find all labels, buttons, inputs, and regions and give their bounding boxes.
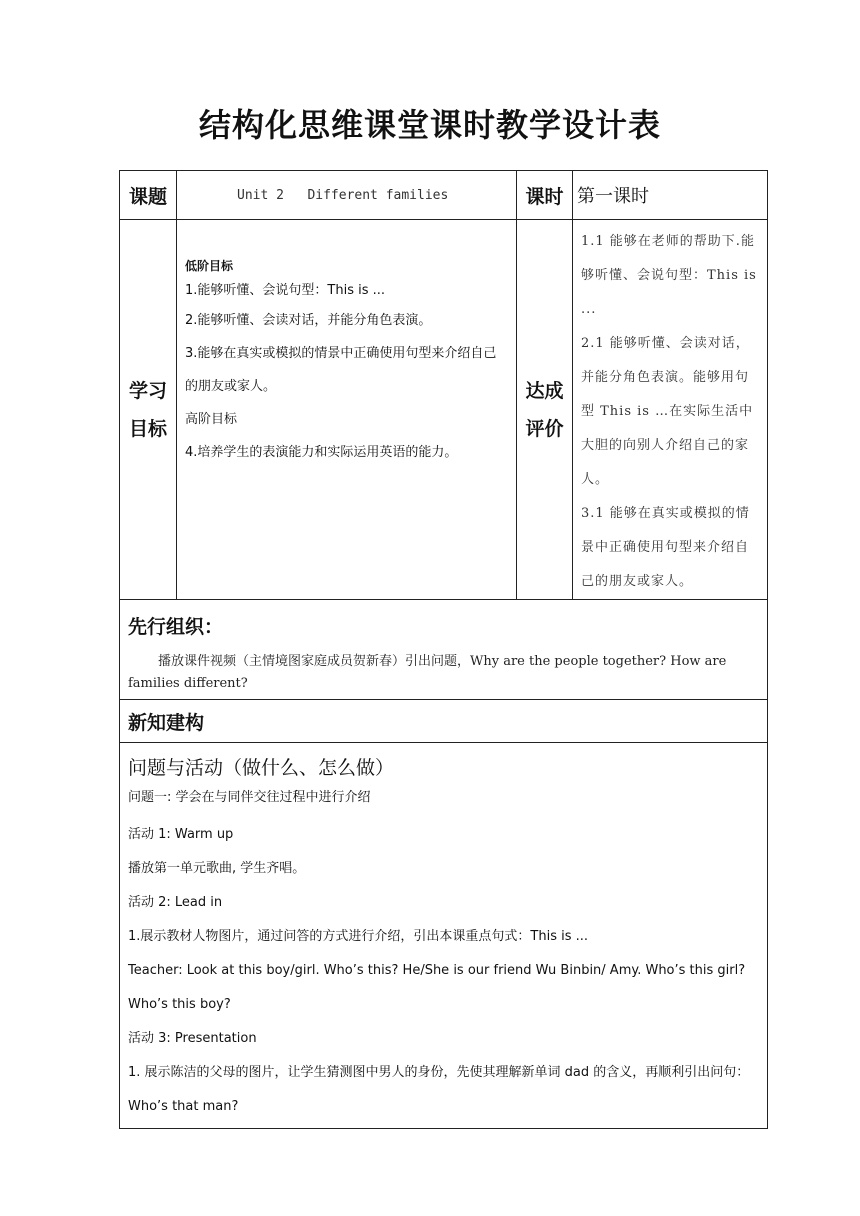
- topic-value: Unit 2 Different families: [177, 171, 517, 220]
- advance-organizer-title: 先行组织：: [128, 616, 224, 638]
- activity-line-7: 活动 3: Presentation: [128, 1031, 257, 1046]
- period-label: 课时: [517, 171, 573, 220]
- eval-content: [573, 220, 768, 600]
- goal-item-4: 4.培养学生的表演能力和实际运用英语的能力。: [185, 445, 458, 460]
- advance-organizer-cell: [120, 600, 768, 700]
- goals-label: [120, 220, 177, 600]
- eval-item-1: 1.1 能够在老师的帮助下.能够听懂、会说句型：This is ...: [581, 234, 757, 317]
- new-knowledge-title: 新知建构: [120, 700, 768, 743]
- advance-organizer-row: [120, 600, 768, 700]
- activity-line-3: 播放第一单元歌曲, 学生齐唱。: [128, 861, 306, 876]
- goal-item-2: 2.能够听懂、会读对话，并能分角色表演。: [185, 313, 432, 328]
- goal-item-1: 1.能够听懂、会说句型：This is ...: [185, 283, 386, 298]
- advance-organizer-body: 播放课件视频（主情境图家庭成员贺新春）引出问题，Why are the people together? How are families different?: [128, 654, 727, 691]
- activities-title: 问题与活动（做什么、怎么做）: [128, 757, 395, 779]
- lesson-design-table: [119, 170, 768, 1129]
- header-row: [120, 171, 768, 220]
- eval-item-2: 2.1 能够听懂、会读对话，并能分角色表演。能够用句型 This is …在实际生活中大胆的向别人介绍自己的家人。: [581, 336, 754, 487]
- goal-item-3: 3.能够在真实或模拟的情景中正确使用句型来介绍自己的朋友或家人。: [185, 346, 497, 394]
- low-goals-heading: 低阶目标: [185, 259, 234, 273]
- new-knowledge-row: [120, 700, 768, 743]
- period-value: 第一课时: [573, 171, 768, 220]
- page-title: 结构化思维课堂课时教学设计表: [198, 106, 661, 144]
- eval-label: [517, 220, 573, 600]
- eval-item-3: 3.1 能够在真实或模拟的情景中正确使用句型来介绍自己的朋友或家人。: [581, 506, 750, 589]
- eval-label-line2: 评价: [525, 417, 564, 440]
- activity-line-6: Teacher: Look at this boy/girl. Who’s this? He/She is our friend Wu Binbin/ Amy. Who’s this girl? Who’s this boy?: [128, 963, 746, 1012]
- eval-label-line1: 达成: [525, 379, 564, 402]
- activity-line-4: 活动 2: Lead in: [128, 895, 223, 910]
- activities-cell: [120, 743, 768, 1129]
- activity-line-2: 活动 1: Warm up: [128, 827, 234, 842]
- goals-row: [120, 220, 768, 600]
- activity-line-1: 问题一: 学会在与同伴交往过程中进行介绍: [128, 790, 371, 805]
- goals-label-line2: 目标: [128, 417, 167, 440]
- topic-label: 课题: [120, 171, 177, 220]
- activity-line-5: 1.展示教材人物图片，通过问答的方式进行介绍，引出本课重点句式：This is ...: [128, 929, 589, 944]
- activity-line-8: 1. 展示陈洁的父母的图片，让学生猜测图中男人的身份，先使其理解新单词 dad 的含义，再顺利引出问句：Who’s that man?: [128, 1065, 750, 1114]
- goals-content: [177, 220, 517, 600]
- activities-row: [120, 743, 768, 1129]
- high-goals-heading: 高阶目标: [185, 412, 238, 427]
- goals-label-line1: 学习: [128, 379, 167, 402]
